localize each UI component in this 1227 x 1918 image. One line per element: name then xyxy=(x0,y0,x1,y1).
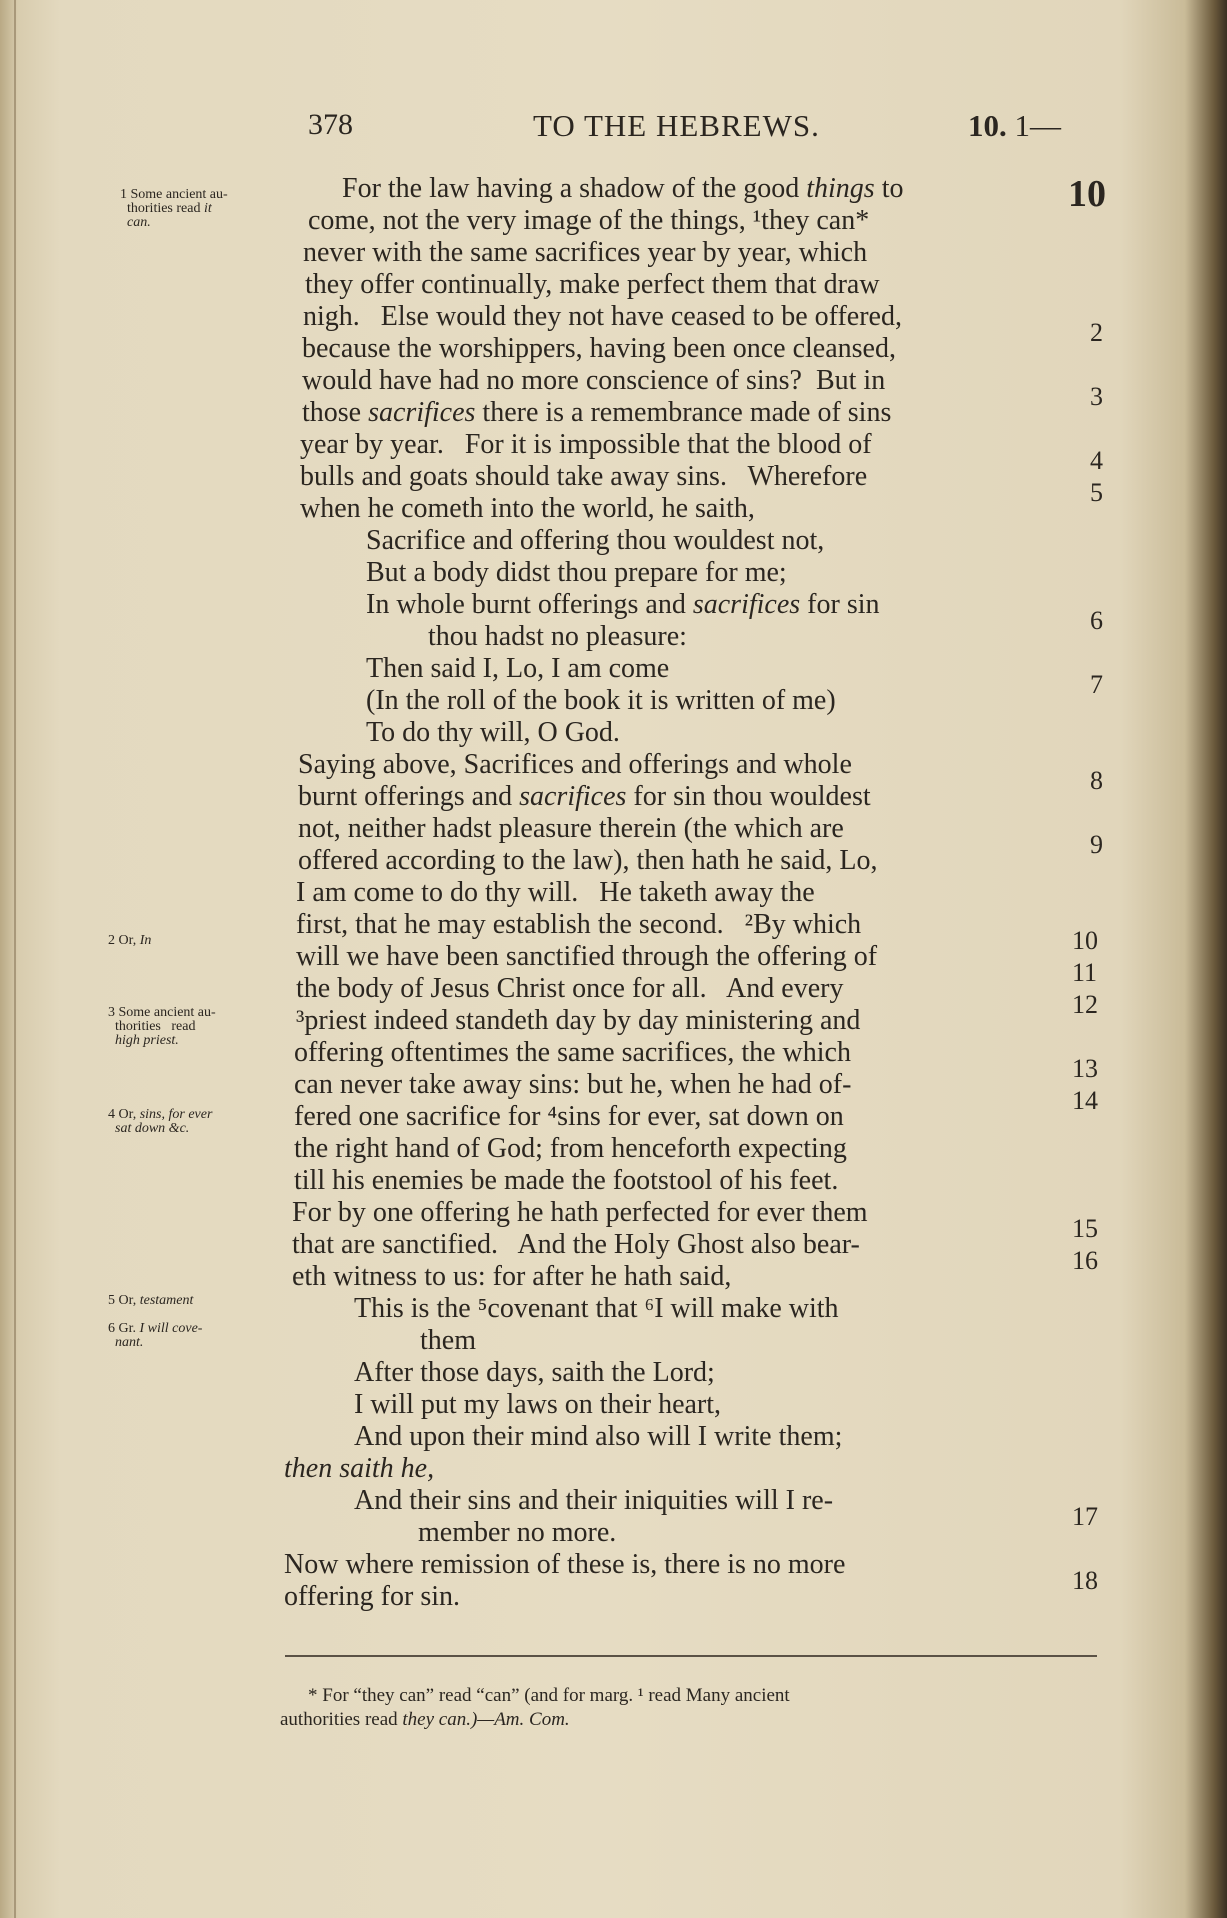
text-line: come, not the very image of the things, ¹they can* xyxy=(308,205,870,236)
text-line: And upon their mind also will I write them; xyxy=(354,1421,843,1452)
chapter-reference xyxy=(968,108,1061,144)
verse-number: 14 xyxy=(1072,1086,1098,1115)
text-line: To do thy will, O God. xyxy=(366,717,620,748)
margin-note: 4 Or, sins, for ever sat down &c. xyxy=(108,1107,213,1136)
verse-number: 13 xyxy=(1072,1054,1098,1083)
chapter-number: 10 xyxy=(1068,173,1106,215)
text-line: offering for sin. xyxy=(284,1581,460,1612)
verse-number: 6 xyxy=(1090,606,1103,635)
text-line: when he cometh into the world, he saith, xyxy=(300,493,755,524)
text-line: the body of Jesus Christ once for all. And every xyxy=(296,973,844,1004)
footnote-rule xyxy=(285,1655,1097,1657)
verse-number: 17 xyxy=(1072,1502,1098,1531)
footnote-line-2-text: authorities read xyxy=(280,1709,403,1730)
margin-note: 1 Some ancient au- thorities read it can. xyxy=(120,187,228,230)
verse-number: 18 xyxy=(1072,1566,1098,1595)
text-line: they offer continually, make perfect them that draw xyxy=(305,269,880,300)
margin-note: 3 Some ancient au- thorities read high priest. xyxy=(108,1005,216,1048)
text-line: because the worshippers, having been once cleansed, xyxy=(302,333,896,364)
verse-number: 12 xyxy=(1072,990,1098,1019)
footnote-line-1: * For “they can” read “can” (and for marg. ¹ read Many ancient xyxy=(308,1685,790,1706)
text-line: offered according to the law), then hath he said, Lo, xyxy=(298,845,878,876)
page-number: 378 xyxy=(308,108,353,141)
text-line: But a body didst thou prepare for me; xyxy=(366,557,787,588)
verse-number: 4 xyxy=(1090,446,1103,475)
text-line: fered one sacrifice for ⁴sins for ever, sat down on xyxy=(294,1101,844,1132)
verse-number: 16 xyxy=(1072,1246,1098,1275)
running-title: TO THE HEBREWS. xyxy=(533,108,820,143)
text-line: not, neither hadst pleasure therein (the which are xyxy=(298,813,844,844)
text-line: that are sanctified. And the Holy Ghost also bear- xyxy=(292,1229,860,1260)
text-line: them xyxy=(420,1325,476,1356)
text-line: This is the ⁵covenant that ⁶I will make with xyxy=(354,1293,839,1324)
verse-number: 11 xyxy=(1072,958,1098,987)
text-line: bulls and goats should take away sins. Wherefore xyxy=(300,461,868,492)
footnote-line-2-italic: they can.)—Am. Com. xyxy=(402,1709,570,1730)
text-line: Sacrifice and offering thou wouldest not, xyxy=(366,525,825,556)
text-line: And their sins and their iniquities will I re- xyxy=(354,1485,834,1516)
text-line: those sacrifices there is a remembrance made of sins xyxy=(302,397,892,428)
text-line: For the law having a shadow of the good things to xyxy=(342,173,904,204)
text-line: ³priest indeed standeth day by day ministering and xyxy=(296,1005,861,1036)
text-line: would have had no more conscience of sins? But in xyxy=(302,365,886,396)
text-line: the right hand of God; from henceforth expecting xyxy=(294,1133,847,1164)
text-line: year by year. For it is impossible that the blood of xyxy=(300,429,872,460)
margin-note: 6 Gr. I will cove- nant. xyxy=(108,1321,203,1350)
running-header xyxy=(0,108,1227,148)
chapter-reference-verse: 1— xyxy=(1006,108,1061,143)
text-line: Now where remission of these is, there is no more xyxy=(284,1549,846,1580)
text-line: then saith he, xyxy=(284,1453,435,1484)
verse-number: 15 xyxy=(1072,1214,1098,1243)
text-line: In whole burnt offerings and sacrifices for sin xyxy=(366,589,880,620)
text-line: For by one offering he hath perfected for ever them xyxy=(292,1197,868,1228)
text-line: Then said I, Lo, I am come xyxy=(366,653,670,684)
text-line: offering oftentimes the same sacrifices, the which xyxy=(294,1037,851,1068)
text-line: member no more. xyxy=(418,1517,617,1548)
text-line: will we have been sanctified through the offering of xyxy=(296,941,878,972)
text-line: nigh. Else would they not have ceased to be offered, xyxy=(303,301,902,332)
text-line: I am come to do thy will. He taketh away the xyxy=(296,877,815,908)
text-line: never with the same sacrifices year by year, which xyxy=(303,237,868,268)
verse-number: 5 xyxy=(1090,478,1103,507)
chapter-reference-number: 10. xyxy=(968,108,1007,143)
page-gutter xyxy=(14,0,16,1918)
text-line: (In the roll of the book it is written of me) xyxy=(366,685,836,716)
verse-number: 7 xyxy=(1090,670,1103,699)
text-line: can never take away sins: but he, when he had of- xyxy=(294,1069,852,1100)
text-line: thou hadst no pleasure: xyxy=(428,621,687,652)
margin-note: 2 Or, In xyxy=(108,933,152,948)
text-line: eth witness to us: for after he hath said, xyxy=(292,1261,732,1292)
verse-number: 2 xyxy=(1090,318,1103,347)
verse-number: 3 xyxy=(1090,382,1103,411)
footnote-line-2 xyxy=(280,1709,570,1730)
text-line: till his enemies be made the footstool of his feet. xyxy=(294,1165,839,1196)
margin-note: 5 Or, testament xyxy=(108,1293,194,1308)
text-line: I will put my laws on their heart, xyxy=(354,1389,722,1420)
text-line: burnt offerings and sacrifices for sin thou wouldest xyxy=(298,781,871,812)
text-line: Saying above, Sacrifices and offerings and whole xyxy=(298,749,852,780)
verse-number: 10 xyxy=(1072,926,1098,955)
text-line: first, that he may establish the second. ²By which xyxy=(296,909,862,940)
verse-number: 8 xyxy=(1090,766,1103,795)
verse-number: 9 xyxy=(1090,830,1103,859)
text-line: After those days, saith the Lord; xyxy=(354,1357,715,1388)
